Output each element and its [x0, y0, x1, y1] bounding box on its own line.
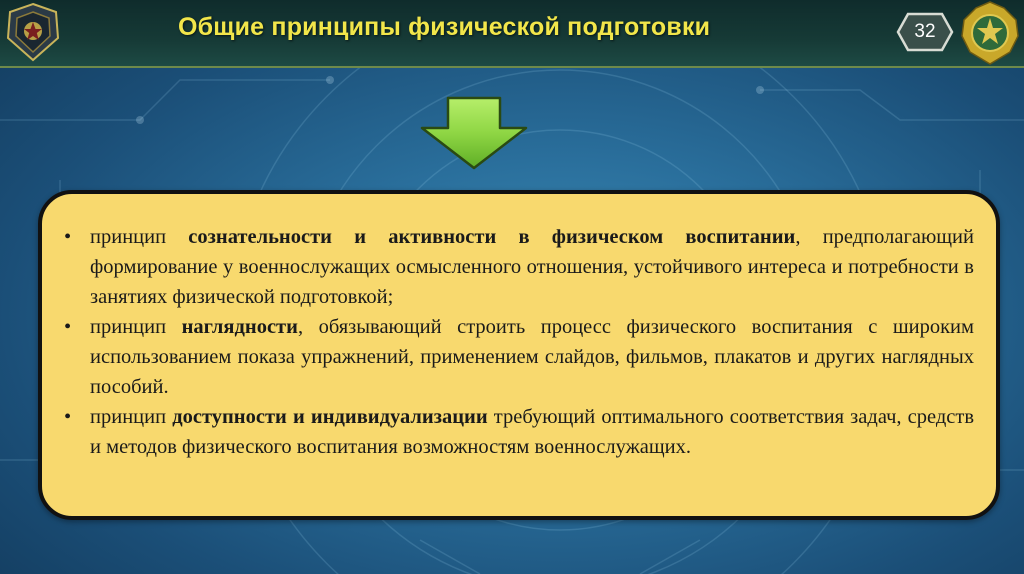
page-number: 32 [914, 21, 936, 42]
principle-description: , предполагающий формирование у военнослужащих осмысленного отношения, устойчивого интереса и потребности в занятиях физической подготовкой; [90, 226, 974, 308]
bullet: • [64, 226, 72, 248]
principle-description: требующий оптимального соответствия задач, средств и методов физического воспитания возможностям военнослужащих. [90, 406, 975, 458]
bullet: • [64, 406, 72, 428]
principle-name: доступности и индивидуализации [172, 406, 488, 428]
principle-description: , обязывающий строить процесс физического воспитания с широким использованием показа упражнений, применением слайдов, фильмов, плакатов и других наглядных пособий. [90, 316, 974, 398]
page-title: Общие принципы физической подготовки [178, 13, 711, 41]
principle-prefix: принцип [90, 316, 182, 338]
principle-prefix: принцип [90, 226, 189, 248]
principles-list [62, 222, 974, 462]
military-emblem-icon [4, 2, 62, 62]
title-bar [0, 0, 1024, 68]
arrow-down-icon [418, 96, 530, 170]
bullet: • [64, 316, 72, 338]
principle-name: наглядности [181, 316, 298, 338]
academy-emblem-icon [960, 0, 1020, 66]
principle-prefix: принцип [90, 406, 173, 428]
principles-box [38, 190, 1000, 520]
list-item [62, 312, 974, 402]
list-item [62, 402, 974, 462]
principle-name: сознательности и активности в физическом воспитании [188, 226, 796, 248]
list-item [62, 222, 974, 312]
